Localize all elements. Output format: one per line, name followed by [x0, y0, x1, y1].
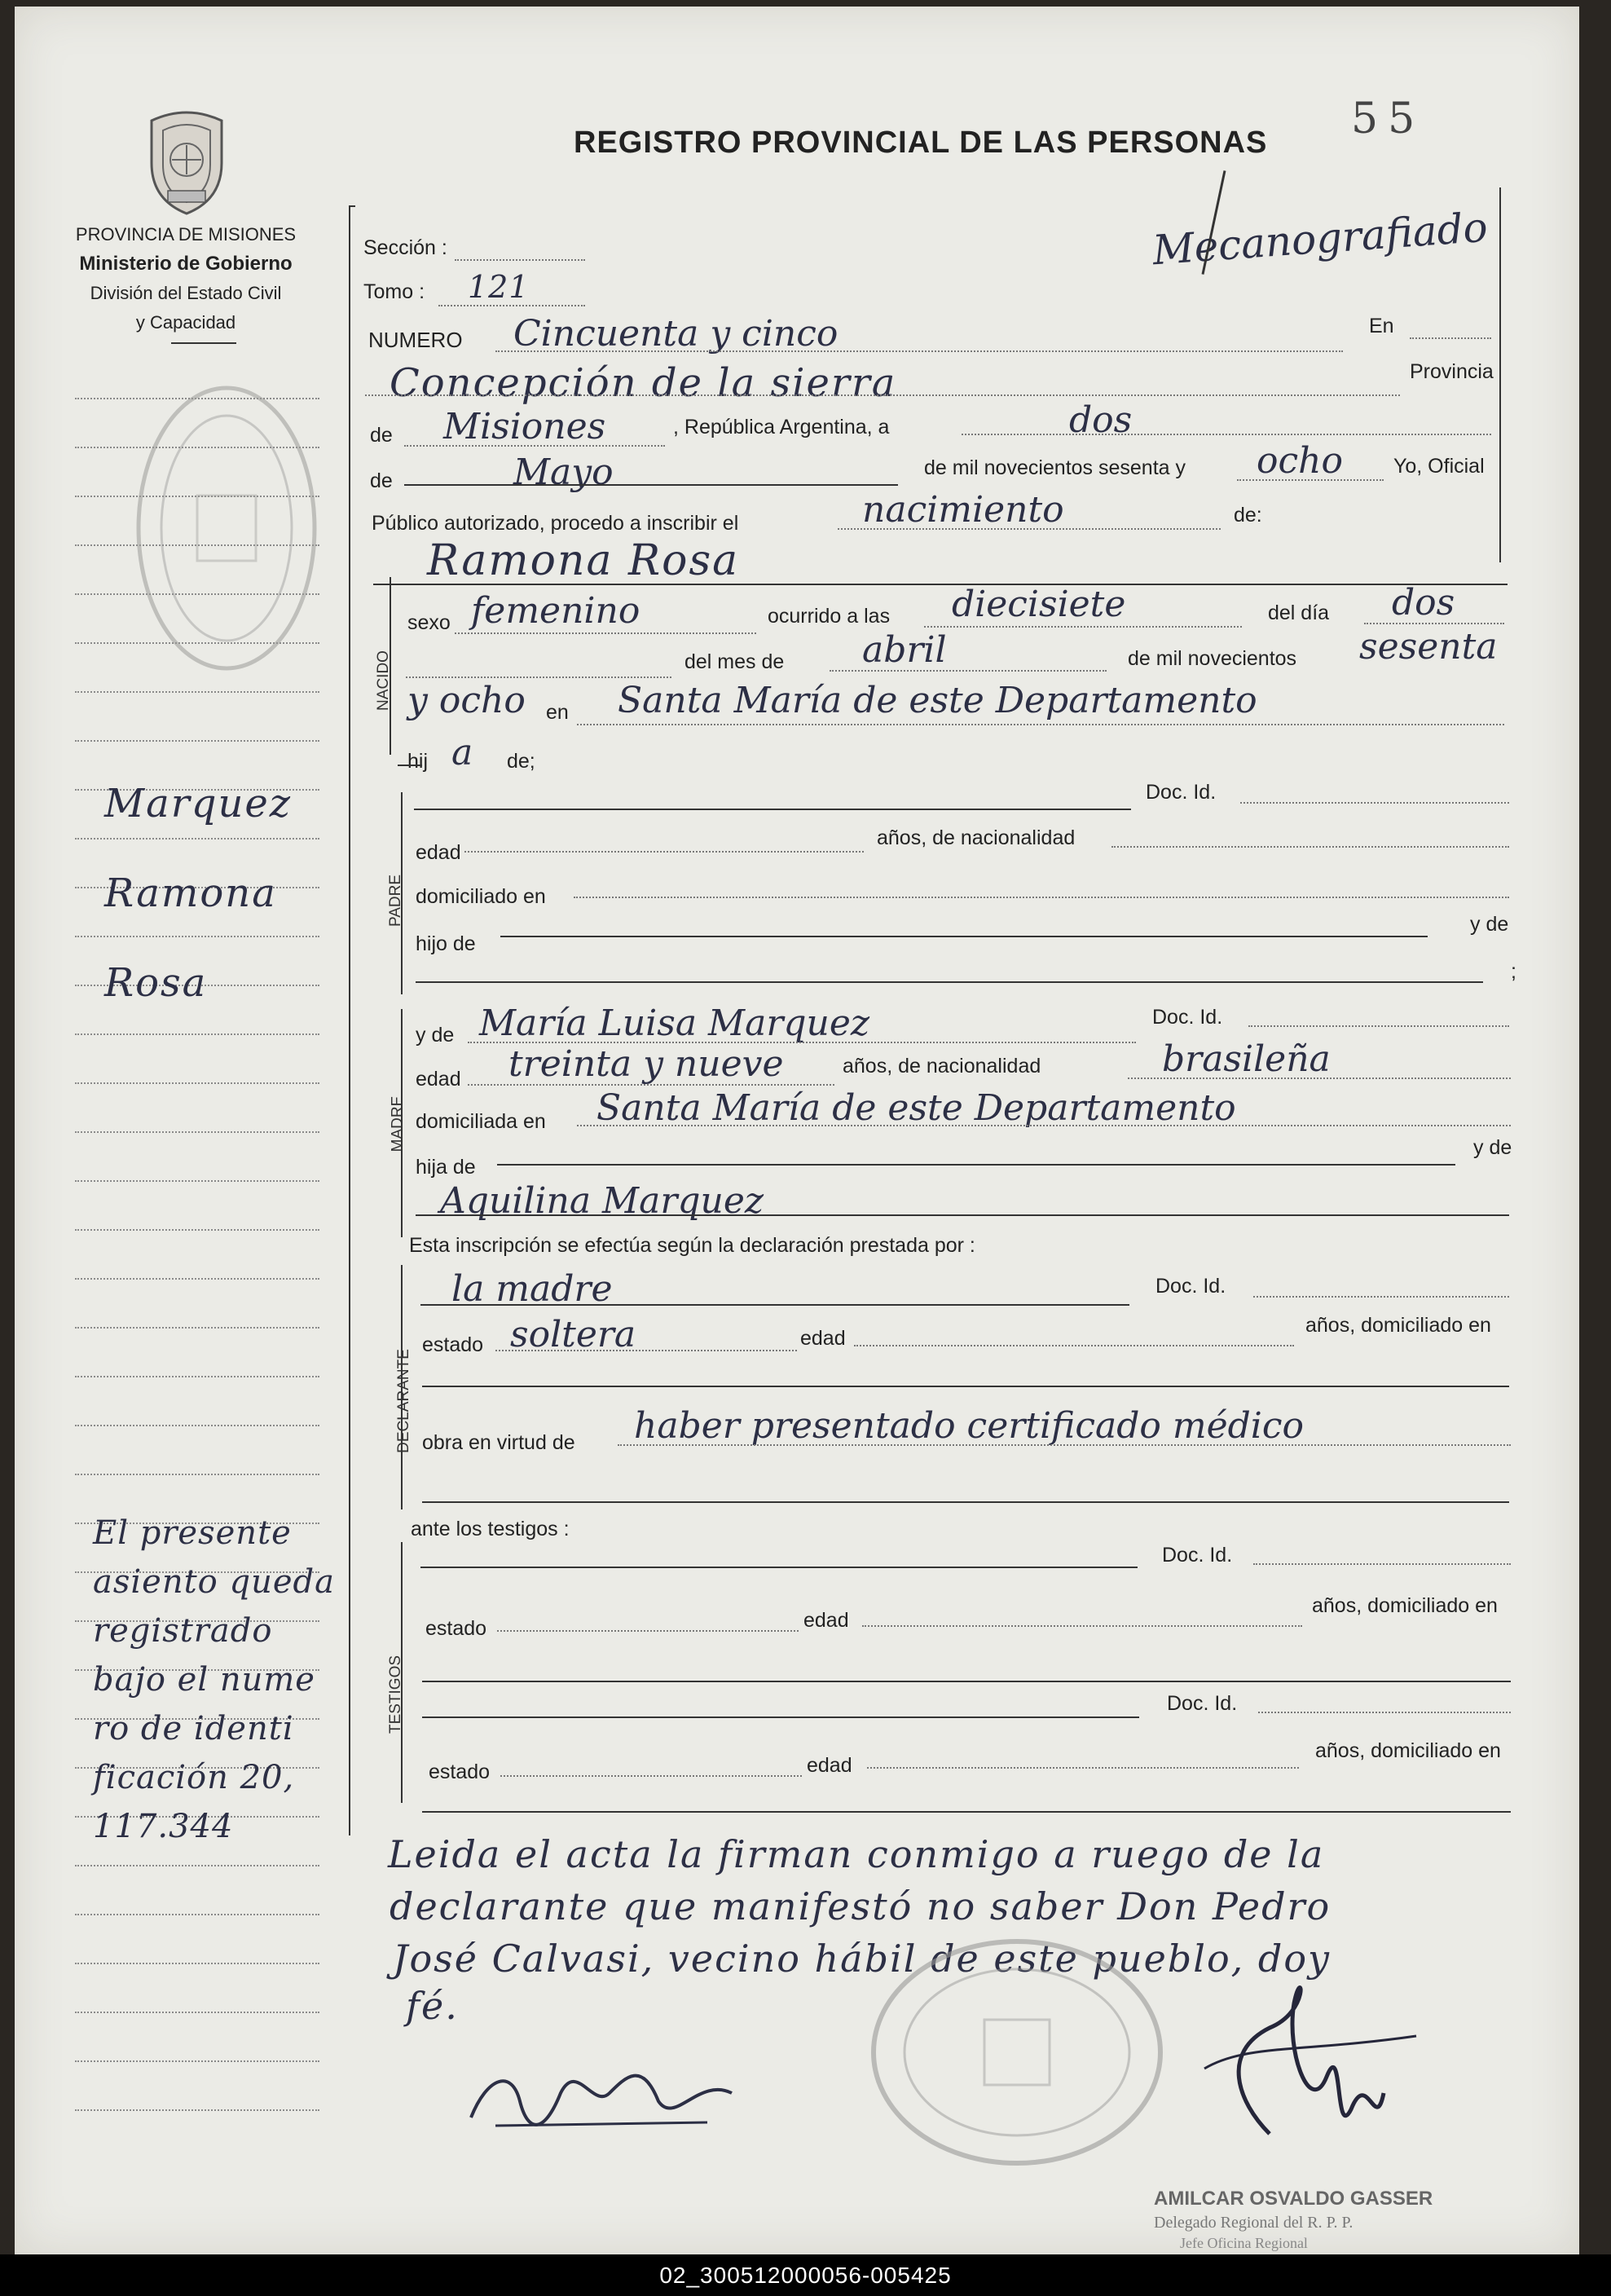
yo-label: Yo, Oficial — [1393, 455, 1485, 478]
margin-note-line: 117.344 — [93, 1808, 234, 1845]
testigo2-estado-label: estado — [429, 1761, 491, 1783]
acto-value: nacimiento — [862, 489, 1064, 531]
nacido-anio-1: sesenta — [1359, 626, 1498, 668]
padre-anios-label: años, de nacionalidad — [877, 826, 1076, 849]
testigo1-anios-dom-label: años, domiciliado en — [1312, 1594, 1498, 1617]
margin-note-line: El presente — [93, 1514, 292, 1552]
nacido-anio-2: y ocho — [407, 680, 526, 721]
padre-hijo-de-label: hijo de — [416, 932, 476, 955]
issuer-ministry: Ministerio de Gobierno — [79, 253, 293, 275]
anio-value: ocho — [1257, 440, 1343, 482]
mil-label: de mil novecientos — [1128, 647, 1297, 670]
ocurrido-label: ocurrido a las — [768, 605, 891, 628]
padre-y-de-label: y de — [1470, 913, 1509, 936]
madre-nacionalidad-value: brasileña — [1162, 1038, 1331, 1080]
closing-line: José Calvasi, vecino hábil de este pueblo, doy — [393, 1937, 1331, 1981]
page-number: 55 — [1351, 95, 1425, 143]
padre-semicolon: ; — [1511, 960, 1516, 983]
margin-note-line: registrado — [93, 1612, 273, 1650]
seccion-label: Sección : — [363, 236, 447, 259]
madre-edad-label: edad — [416, 1068, 461, 1091]
margin-note-line: bajo el nume — [93, 1661, 315, 1699]
nacido-lugar-value: Santa María de este Departamento — [618, 680, 1257, 721]
madre-domicilio-label: domiciliada en — [416, 1110, 546, 1133]
document-id: 02_300512000056-005425 — [659, 2263, 952, 2288]
register-page — [15, 7, 1579, 2254]
de-label: de — [370, 424, 393, 447]
madre-y-de2-label: y de — [1473, 1136, 1512, 1159]
hij-value: a — [451, 732, 473, 773]
issuer-division: División del Estado Civil — [90, 283, 282, 303]
nombre-value: Ramona Rosa — [427, 536, 740, 585]
hij-de-label: de; — [507, 750, 535, 773]
padre-section-label: PADRE — [387, 874, 405, 928]
official-round-stamp — [862, 1930, 1172, 2175]
issuer-province: PROVINCIA DE MISIONES — [75, 224, 297, 245]
madre-domicilio-value: Santa María de este Departamento — [596, 1087, 1236, 1129]
testigo1-edad-label: edad — [803, 1609, 849, 1632]
margin-note-line: asiento queda — [93, 1563, 335, 1601]
officer-stamp-office: Jefe Oficina Regional — [1180, 2235, 1308, 2251]
numero-value: Cincuenta y cinco — [513, 313, 839, 355]
madre-doc-label: Doc. Id. — [1152, 1006, 1223, 1029]
testigos-ante-label: ante los testigos : — [411, 1518, 570, 1540]
testigo2-doc-label: Doc. Id. — [1167, 1692, 1238, 1715]
coat-of-arms-emblem — [135, 106, 238, 217]
nacido-section-label: NACIDO — [374, 650, 392, 711]
declarante-obra-value: haber presentado certificado médico — [634, 1405, 1305, 1447]
office-seal-stamp — [129, 373, 324, 683]
declarante-edad-label: edad — [800, 1327, 846, 1350]
provincia-label: Provincia — [1410, 360, 1494, 383]
del-dia-label: del día — [1268, 602, 1330, 624]
declarante-estado-value: soltera — [510, 1314, 636, 1355]
tomo-value: 121 — [468, 269, 530, 305]
testigo2-edad-label: edad — [807, 1754, 852, 1777]
officer-stamp-name: AMILCAR OSVALDO GASSER — [1154, 2188, 1433, 2210]
nacido-mes-value: abril — [862, 629, 947, 671]
declarante-doc-label: Doc. Id. — [1155, 1275, 1226, 1298]
margin-name-2: Rosa — [104, 960, 208, 1006]
madre-abuela-value: Aquilina Marquez — [440, 1180, 764, 1222]
margin-note-line: ro de identi — [93, 1710, 294, 1747]
hij-label: hij — [407, 750, 429, 773]
testigo1-doc-label: Doc. Id. — [1162, 1544, 1233, 1567]
en-label: En — [1369, 315, 1394, 337]
declarante-section-label: DECLARANTE — [394, 1349, 412, 1453]
madre-anios-label: años, de nacionalidad — [843, 1055, 1041, 1077]
de2-label: de: — [1234, 504, 1262, 527]
padre-doc-label: Doc. Id. — [1146, 781, 1217, 804]
padre-edad-label: edad — [416, 841, 461, 864]
madre-y-de-label: y de — [416, 1024, 455, 1047]
tomo-label: Tomo : — [363, 280, 425, 303]
madre-nombre-value: María Luisa Marquez — [479, 1003, 870, 1044]
madre-edad-value: treinta y nueve — [508, 1043, 784, 1085]
officer-signature — [1172, 1954, 1441, 2166]
numero-label: NUMERO — [368, 328, 463, 352]
lugar-value: Concepción de la sierra — [390, 360, 897, 406]
nacido-dia-value: dos — [1392, 582, 1455, 624]
de-label-2: de — [370, 469, 393, 492]
closing-line: Leida el acta la firman conmigo a ruego de la — [388, 1832, 1325, 1876]
provincia-value: Misiones — [443, 406, 606, 447]
declarante-anios-dom-label: años, domiciliado en — [1305, 1314, 1491, 1337]
dia-value: dos — [1069, 399, 1133, 441]
testigo2-anios-dom-label: años, domiciliado en — [1315, 1739, 1501, 1762]
testigos-section-label: TESTIGOS — [387, 1655, 405, 1734]
nacido-en-label: en — [546, 701, 569, 724]
officer-stamp-title: Delegado Regional del R. P. P. — [1154, 2214, 1354, 2232]
closing-line: declarante que manifestó no saber Don Pedro — [390, 1884, 1331, 1928]
madre-hija-de-label: hija de — [416, 1156, 476, 1179]
sexo-label: sexo — [407, 611, 451, 634]
hora-value: diecisiete — [952, 584, 1126, 625]
margin-name-1: Ramona — [104, 870, 277, 916]
issuer-block — [64, 220, 308, 337]
closing-line: fé. — [406, 1984, 459, 2028]
margin-note-line: ficación 20, — [93, 1759, 295, 1796]
mes-value: Mayo — [513, 452, 614, 493]
margin-surname: Marquez — [104, 781, 293, 826]
republica-label: , República Argentina, a — [673, 416, 890, 438]
madre-section-label: MADRE — [389, 1095, 407, 1152]
issuer-division-cont: y Capacidad — [135, 312, 236, 333]
del-mes-label: del mes de — [684, 650, 785, 673]
witness-signature — [463, 2044, 740, 2142]
corner-note: Mecanografiado — [1151, 203, 1490, 275]
testigo1-estado-label: estado — [425, 1617, 487, 1640]
sexo-value: femenino — [471, 590, 640, 632]
declarante-nombre-value: la madre — [451, 1268, 613, 1310]
declarante-intro-label: Esta inscripción se efectúa según la declaración prestada por : — [409, 1234, 975, 1257]
declarante-obra-label: obra en virtud de — [422, 1431, 575, 1454]
page-title: REGISTRO PROVINCIAL DE LAS PERSONAS — [574, 126, 1268, 160]
padre-domicilio-label: domiciliado en — [416, 885, 546, 908]
anio-label: de mil novecientos sesenta y — [924, 456, 1186, 479]
publico-label: Público autorizado, procedo a inscribir el — [372, 512, 739, 535]
declarante-estado-label: estado — [422, 1333, 484, 1356]
